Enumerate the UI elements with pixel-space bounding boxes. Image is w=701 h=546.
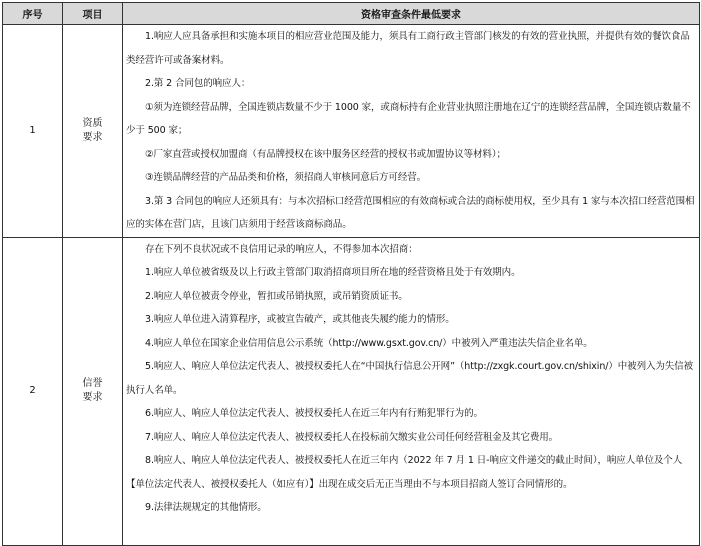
row-content — [123, 237, 700, 545]
row-content — [123, 25, 700, 238]
header-item: 项目 — [63, 3, 123, 25]
table-row — [3, 237, 700, 545]
requirement-paragraph: 5.响应人、响应人单位法定代表人、被授权委托人在“中国执行信息公开网”（http://zxgk.court.gov.cn/shixin/）中被列入为失信被执行人名单。 — [126, 361, 693, 396]
requirement-paragraph: 2.响应人单位被责令停业，暂扣或吊销执照，或吊销资质证书。 — [145, 290, 408, 302]
row-item — [63, 237, 123, 545]
requirement-paragraph: 6.响应人、响应人单位法定代表人、被授权委托人在近三年内有行贿犯罪行为的。 — [145, 408, 483, 419]
requirement-paragraph: 9.法律法规规定的其他情形。 — [145, 502, 267, 513]
table-row — [3, 25, 700, 238]
row-number: 2 — [3, 237, 63, 545]
header-no: 序号 — [3, 3, 63, 25]
requirement-paragraph: 1.响应人应具备承担和实施本项目的相应营业范围及能力，须具有工商行政主管部门核发的有效的营业执照，并提供有效的餐饮食品类经营许可或备案材料。 — [126, 31, 690, 66]
requirements-table — [2, 2, 700, 546]
table-header-row — [3, 3, 700, 25]
row-number: 1 — [3, 25, 63, 238]
requirement-paragraph: 7.响应人、响应人单位法定代表人、被授权委托人在投标前欠缴实业公司任何经营租金及其它费用。 — [145, 431, 559, 443]
header-content: 资格审查条件最低要求 — [123, 3, 700, 25]
requirement-paragraph: 4.响应人单位在国家企业信用信息公示系统（http://www.gsxt.gov.cn/）中被列入严重违法失信企业名单。 — [145, 337, 593, 349]
requirement-paragraph: 存在下列不良状况或不良信用记录的响应人，不得参加本次招商： — [145, 243, 418, 255]
row-item-label: 信誉要求 — [82, 378, 103, 403]
requirement-paragraph: ②厂家直营或授权加盟商（有品牌授权在该中服务区经营的授权书或加盟协议等材料）； — [145, 148, 506, 160]
requirement-paragraph: 1.响应人单位被省级及以上行政主管部门取消招商项目所在地的经营资格且处于有效期内。 — [145, 267, 521, 278]
requirement-paragraph: 3.第 3 合同包的响应人还须具有：与本次招标口经营范围相应的有效商标或合法的商标使用权，至少具有 1 家与本次招口经营范围相应的实体在营门店，且该门店须用于经营该商标商品。 — [126, 195, 695, 230]
row-item — [63, 25, 123, 238]
row-item-label: 资质要求 — [82, 117, 103, 143]
requirement-paragraph: 3.响应人单位进入清算程序，或被宣告破产，或其他丧失履约能力的情形。 — [145, 314, 455, 325]
requirement-paragraph: 8.响应人、响应人单位法定代表人、被授权委托人在近三年内（2022 年 7 月 1 日-响应文件递交的截止时间），响应人单位及个人【单位法定代表人、被授权委托人（如应有）】出现在成交后无正当理由不与本项目招商人签订合同情形的。 — [126, 455, 683, 490]
requirement-paragraph: 2.第 2 合同包的响应人： — [145, 78, 251, 89]
requirement-paragraph: ①须为连锁经营品牌，全国连锁店数量不少于 1000 家，或商标持有企业营业执照注册地在辽宁的连锁经营品牌，全国连锁店数量不少于 500 家； — [126, 101, 691, 136]
requirement-paragraph: ③连锁品牌经营的产品品类和价格，须招商人审核同意后方可经营。 — [145, 172, 427, 183]
